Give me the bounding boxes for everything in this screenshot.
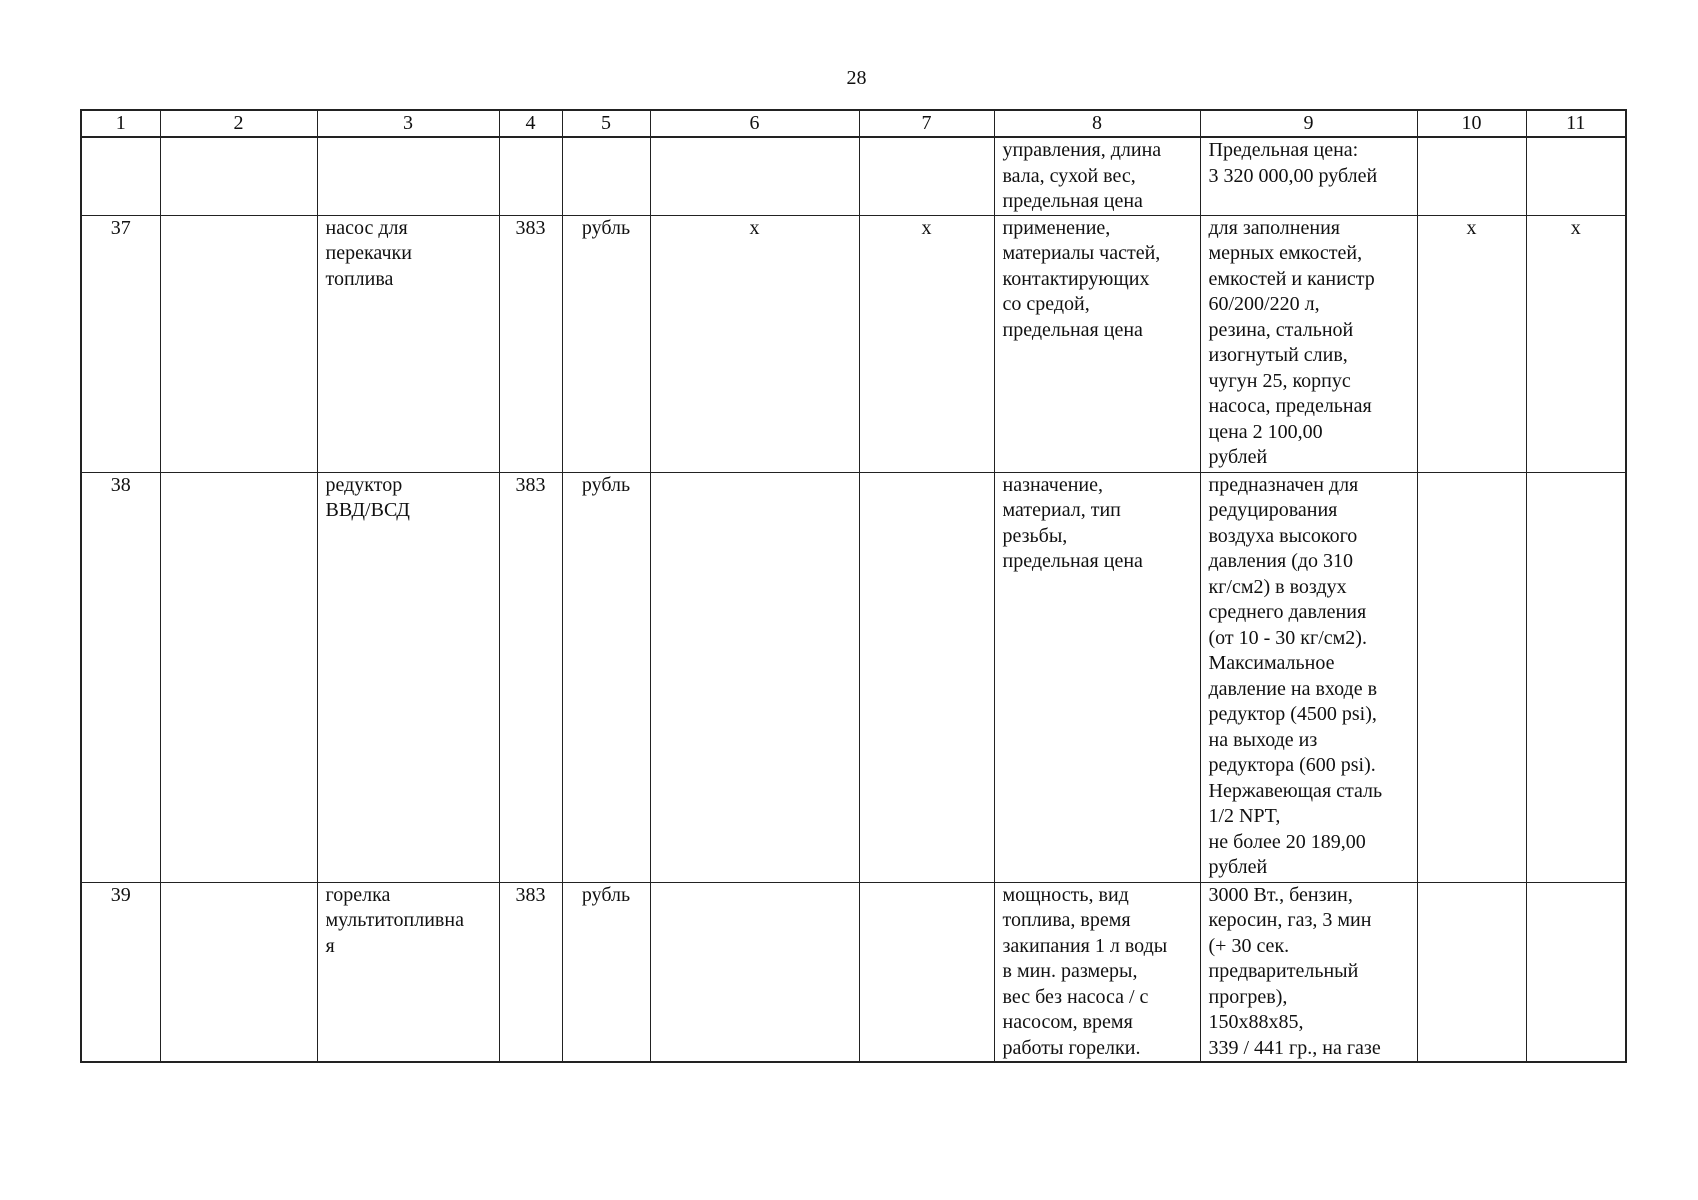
cell-col2 bbox=[160, 137, 317, 215]
column-number-header bbox=[81, 110, 1626, 137]
cell-col2 bbox=[160, 215, 317, 472]
table-row bbox=[81, 215, 1626, 472]
cell-col7 bbox=[859, 472, 994, 882]
specification-table bbox=[80, 109, 1627, 1063]
table-row bbox=[81, 882, 1626, 1062]
values-cell: для заполнения мерных емкостей, емкостей и канистр 60/200/220 л, резина, стальной изогнутый слив, чугун 25, корпус насоса, предельная цена 2 100,00 рублей bbox=[1200, 215, 1417, 472]
item-name-cell bbox=[317, 137, 499, 215]
column-header: 7 bbox=[859, 110, 994, 137]
characteristics-cell: назначение, материал, тип резьбы, предельная цена bbox=[994, 472, 1200, 882]
column-header: 3 bbox=[317, 110, 499, 137]
item-name-cell: редуктор ВВД/ВСД bbox=[317, 472, 499, 882]
unit-cell: рубль bbox=[562, 472, 650, 882]
values-cell: Предельная цена: 3 320 000,00 рублей bbox=[1200, 137, 1417, 215]
cell-col6 bbox=[650, 137, 859, 215]
cell-col7 bbox=[859, 882, 994, 1062]
cell-col2 bbox=[160, 882, 317, 1062]
cell-col10 bbox=[1417, 472, 1526, 882]
unit-cell: рубль bbox=[562, 215, 650, 472]
cell-col11 bbox=[1526, 137, 1626, 215]
cell-col7 bbox=[859, 137, 994, 215]
values-cell: 3000 Вт., бензин, керосин, газ, 3 мин (+ 30 сек. предварительный прогрев), 150х88х85, 339 / 441 гр., на газе bbox=[1200, 882, 1417, 1062]
cell-col10: х bbox=[1417, 215, 1526, 472]
row-number-cell: 38 bbox=[81, 472, 160, 882]
column-header: 4 bbox=[499, 110, 562, 137]
unit-cell: рубль bbox=[562, 882, 650, 1062]
okei-code-cell bbox=[499, 137, 562, 215]
characteristics-cell: применение, материалы частей, контактирующих со средой, предельная цена bbox=[994, 215, 1200, 472]
okei-code-cell: 383 bbox=[499, 215, 562, 472]
characteristics-cell: мощность, вид топлива, время закипания 1 л воды в мин. размеры, вес без насоса / с насосом, время работы горелки. bbox=[994, 882, 1200, 1062]
cell-col2 bbox=[160, 472, 317, 882]
column-header: 1 bbox=[81, 110, 160, 137]
cell-col6 bbox=[650, 472, 859, 882]
cell-col10 bbox=[1417, 137, 1526, 215]
column-header: 5 bbox=[562, 110, 650, 137]
cell-col11 bbox=[1526, 472, 1626, 882]
column-header: 10 bbox=[1417, 110, 1526, 137]
cell-col11 bbox=[1526, 882, 1626, 1062]
okei-code-cell: 383 bbox=[499, 472, 562, 882]
row-number-cell: 39 bbox=[81, 882, 160, 1062]
column-header: 6 bbox=[650, 110, 859, 137]
values-cell: предназначен для редуцирования воздуха высокого давления (до 310 кг/см2) в воздух среднего давления (от 10 - 30 кг/см2). Максимальное давление на входе в редуктор (4500 psi), на выходе из редуктора (600 psi). Нержавеющая сталь 1/2 NPT, не более 20 189,00 рублей bbox=[1200, 472, 1417, 882]
row-number-cell: 37 bbox=[81, 215, 160, 472]
item-name-cell: горелка мультитопливна я bbox=[317, 882, 499, 1062]
column-header: 2 bbox=[160, 110, 317, 137]
unit-cell bbox=[562, 137, 650, 215]
okei-code-cell: 383 bbox=[499, 882, 562, 1062]
cell-col7: х bbox=[859, 215, 994, 472]
cell-col10 bbox=[1417, 882, 1526, 1062]
cell-col6 bbox=[650, 882, 859, 1062]
column-header: 11 bbox=[1526, 110, 1626, 137]
column-header: 8 bbox=[994, 110, 1200, 137]
item-name-cell: насос для перекачки топлива bbox=[317, 215, 499, 472]
characteristics-cell: управления, длина вала, сухой вес, предельная цена bbox=[994, 137, 1200, 215]
row-number-cell bbox=[81, 137, 160, 215]
table-row bbox=[81, 472, 1626, 882]
cell-col6: х bbox=[650, 215, 859, 472]
cell-col11: х bbox=[1526, 215, 1626, 472]
page-number: 28 bbox=[846, 67, 867, 89]
column-header: 9 bbox=[1200, 110, 1417, 137]
table-row bbox=[81, 137, 1626, 215]
